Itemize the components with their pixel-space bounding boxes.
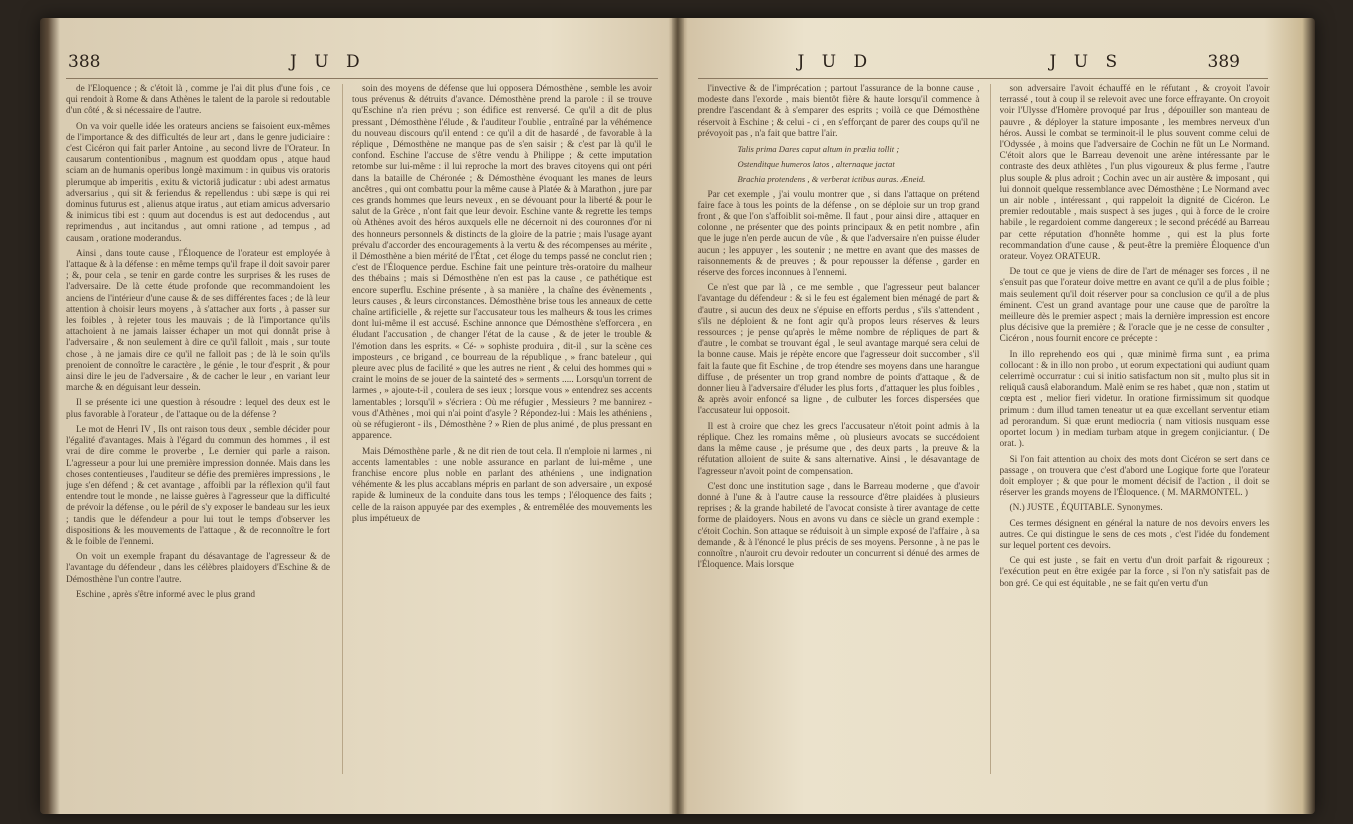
paragraph: soin des moyens de défense que lui opposera Démosthène , semble les avoir tous prévenus & détruits d'avance. Démosthène prend la parole : il se trouve qu'Eschine n'a rien prévu ; son édifice est renversé. Ce qu'il a dit de plus pressant , Démosthène l'élude , & l'auditeur l'oublie , entraîné par la véhémence du nouveau discours qu'il entend : ce qu'il a dit de hasardé , de favorable à la réplique , Démosthène ne manque pas de s'en saisir ; & c'est par là qu'il le confond. Eschine l'accuse de s'être vendu à Philippe ; & cette imputation retombe sur lui-même : il lui reproche la mort des braves citoyens qui ont péri dans la bataille de Chéronée ; & Démosthène évoquant les manes de leurs ancêtres , qui ont combattu pour la même cause à Platée & à Marathon , jure par ces grands hommes que leurs neveux , en se dévouant pour la liberté & pour le salut de la Grèce , n'ont fait que leur devoir. Eschine vante & regrette les temps où Athènes avoit des héros auxquels elle ne décernoit ni des couronnes d'or ni des honneurs personnels & distincts de la gloire de la patrie ; mais l'usage ayant prévalu d'accorder des encouragements à la vertu & des récompenses au mérite , il Démosthène a bien mérité de l'État , cet éloge du temps passé ne conclut rien ; c'est de l'Éloquence perdue. Eschine fait une peinture très-oratoire du malheur des thébains ; mais si Démosthène n'en est pas la cause , ce pathétique est encore superflu. Eschine présente , à sa manière , la chaîne des évènements , leurs causes , & leurs circonstances. Démosthène brise tous les anneaux de cette chaîne artificielle , & rejette sur l'accusateur tous les malheurs & tous les crimes dont lui-même il est accusé. Eschine annonce que Démosthène s'efforcera , en éludant l'accusation , de changer l'état de la cause , & de jeter le trouble & l'émotion dans les esprits. « Cé- » sophiste produira , dit-il , sur la scène ces imposteurs , ce brigand , ce bourreau de la république , » franc bateleur , qui pleure avec plus de facilité » que les autres ne rient , & celui des hommes qui » craint le moins de se jouer de la sainteté des » serments ..... Lorsqu'un torrent de larmes , » ajoute-t-il , coulera de ses ieux ; lorsque vous » entendrez ses accents lamentables ; lorsqu'il » s'écriera : Où me réfugier , Messieurs ? me bannirez - vous d'Athènes , moi qui n'ai point d'asyle ? Répondez-lui : Mais les athéniens , où se réfugieront - ils , Démosthène ? » Rien de plus animé , de plus pressant en apparence. — [352, 84, 652, 442]
paragraph: Brachia protendens , & verberat ictibus auras. Æneid. — [737, 174, 926, 185]
left-column-2 — [352, 84, 652, 780]
paragraph: Ostenditque humeros latos , alternaque jactat — [737, 159, 895, 170]
paragraph: l'invective & de l'imprécation ; partout l'assurance de la bonne cause , modeste dans l'exorde , mais bientôt fière & haute lorsqu'il commence à prendre l'ascendant & à s'emparer des esprits ; voilà ce que Démosthène réservoit à Eschine ; & celui - ci , en s'efforçant de parer des coups qu'il ne prévoyoit pas , n'a fait que battre l'air. — [697, 84, 980, 139]
running-head-right-col1: J U D — [797, 52, 874, 72]
header-rule-left — [66, 78, 658, 79]
paragraph: Ces termes désignent en général la nature de nos devoirs envers les autres. Ce qui distingue le sens de ces mots , c'est l'idée du fondement sur lequel portent ces devoirs. — [999, 518, 1270, 551]
paragraph: Ce n'est que par là , ce me semble , que l'agresseur peut balancer l'avantage du défendeur : & si le feu est également bien ménagé de part & d'autre , si aucun des deux ne s'épuise en efforts perdus , s'ils s'attendent , s'ils ne déploient & ne font agir qu'à propos leurs réserves & leurs ressources ; je pense qu'après le même nombre de répliques de part & d'autre , le combat se trouvant égal , le seul avantage marqué sera celui de la bonne cause. Mais je répète encore que l'agresseur doit succomber , s'il fait la faute que fit Eschine , de trop étendre ses moyens dans une harangue diffuse , de présenter un trop grand nombre de points d'attaque , & de donner lieu à l'adversaire d'éluder les plus forts , d'attaquer les plus foibles , & après avoir enfoncé sa ligne , de culbuter les forces dispersées que l'accusateur lui opposoit. — [697, 283, 980, 417]
paragraph: son adversaire l'avoit échauffé en le réfutant , & croyoit l'avoir terrassé , tout à coup il se relevoit avec une force effrayante. On croyoit voir l'Ulysse d'Homère provoqué par Irus , dépouiller son manteau de pauvre , & déployer la stature imposante , les membres nerveux d'un héros. Aussi le combat se terminoit-il le plus souvent comme celui de l'Odyssée , à moins que l'adversaire de Cochin ne fût un Le Normand. C'étoit alors que le Barreau devenoit une arène intéressante par le contraste des deux athlètes , l'un plus vigoureux & plus ferme , l'autre plus souple & plus adroit ; Cochin avec un air austère & imposant , qui lui donnoit quelque ressemblance avec Démosthène ; Le Normand avec un air noble , intéressant , qui rappeloit la dignité de Cicéron. Le premier redoutable , mais suspect à ses juges , qui à force de le croire habile , le regardoient comme dangereux ; le second précédé au Barreau par cette réputation d'honnête homme , qui est la plus forte recommandation d'une cause , & peut-être la première Éloquence d'un orateur. Voyez ORATEUR. — [999, 84, 1270, 263]
paragraph: In illo reprehendo eos qui , quæ minimè firma sunt , ea prima collocant : & in illo non probo , ut eorum expectationi qui audiunt quam celerrimè occurratur : cui si initio satisfactum non sit , multo plus sit in reliquâ causâ elaborandum. Malè enim se res habet , quæ non , statim ut cœpta est , melior fieri videtur. In oratione firmissimum sit quodque primum : dum illud tamen teneatur ut ea quæ excellant serventur etiam ad perorandum. Si quæ erunt mediocria ( nam vitiosis nusquam esse oportet locum ) in mediam turbam atque in gregem conjiciantur. ( De orat. ). — [999, 349, 1270, 450]
paragraph: C'est donc une institution sage , dans le Barreau moderne , que d'avoir donné à l'une & à l'autre cause la ressource d'être plaidées à plusieurs reprises ; & la grande habileté de l'avocat consiste à tirer avantage de cette forme de plaidoyers. Nous en avons vu dans ce siècle un grand exemple : c'étoit Cochin. Son attaque se réduisoit à un simple exposé de l'affaire , à sa demande , & à l'énoncé le plus précis de ses moyens. Personne , à ne pas le connoître , n'auroit cru devoir redouter un concurrent si dénué des armes de l'Éloquence. Mais lorsque — [697, 481, 980, 571]
left-page — [40, 18, 678, 814]
paragraph: On voit un exemple frapant du désavantage de l'agresseur & de l'avantage du défendeur , dans les célèbres plaidoyers d'Eschine & de Démosthène l'un contre l'autre. — [66, 552, 330, 585]
right-column-2 — [1000, 84, 1270, 780]
paragraph: Il se présente ici une question à résoudre : lequel des deux est le plus favorable à l'orateur , de l'attaque ou de la défense ? — [66, 398, 330, 420]
paragraph: Ainsi , dans toute cause , l'Éloquence de l'orateur est employée à l'attaque & à la défense : en même temps qu'il frape il doit savoir parer ; &, pour cela , se tenir en garde contre les surprises & les ruses de l'adversaire. De là cette étude profonde que recommandoient les anciens de l'intérieur d'une cause & de ses différentes faces ; de là leur attention à choisir leurs moyens , à s'attacher aux forts , à passer sur les foibles , à rejeter tous les mauvais ; de là l'importance qu'ils attachoient à ne jamais laisser échaper un mot qui donnât prise à l'adversaire , & non seulement à dire ce qu'il falloit , mais , sur toute chose , à ne jamais dire ce qu'il ne falloit pas ; de là le soin qu'ils prenoient de connoître le caractère , le génie , le tour d'esprit , & pour ainsi dire le jeu de l'adversaire , & de cacher le leur , en variant leur marche & en déguisant leur dessein. — [66, 248, 330, 394]
header-rule-right — [698, 78, 1268, 79]
running-head-left: J U D — [290, 52, 366, 72]
page-number-left: 388 — [68, 52, 101, 72]
paragraph: Talis prima Dares caput altum in prælia tollit ; — [737, 144, 900, 155]
page-number-right: 389 — [1207, 52, 1240, 72]
paragraph: De tout ce que je viens de dire de l'art de ménager ses forces , il ne s'ensuit pas que l'orateur doive mettre en avant ce qu'il a de plus foible ; mais seulement qu'il doit réserver pour sa conclusion ce qu'il a de plus éminent. C'est un grand avantage pour une cause que de paroître la meilleure dès le premier aspect ; mais la dernière impression est encore plus décisive que la première ; & l'oracle que je ne cesse de consulter , Cicéron , nous fournit encore ce précepte : — [999, 267, 1270, 345]
column-rule-left — [342, 84, 343, 774]
paragraph: Eschine , après s'être informé avec le plus grand — [76, 589, 256, 600]
right-column-1 — [698, 84, 980, 780]
paragraph: Il est à croire que chez les grecs l'accusateur n'étoit point admis à la réplique. Chez les romains même , où plusieurs avocats se succédoient dans la même cause , je présume que , des deux parts , la preuve & la réfutation alloient de suite & sans alternative. Ainsi , le désavantage de l'agresseur n'avoit point de compensation. — [697, 421, 980, 477]
column-rule-right — [990, 84, 991, 774]
paragraph: Mais Démosthène parle , & ne dit rien de tout cela. Il n'emploie ni larmes , ni accents lamentables : une noble assurance en parlant de lui-même , une franchise encore plus noble en parlant des athéniens , une indignation véhémente & les plus accablans mépris en parlant de son adversaire , un exposé rapide & lumineux de la conduite dans tous les temps ; l'éloquence des faits ; celle de la raison appuyée par des exemples , & entremêlée des mouvements les plus impétueux de — [352, 446, 652, 524]
paragraph: de l'Éloquence ; & c'étoit là , comme je l'ai dit plus d'une fois , ce qui rendoit à Rome & dans Athènes le talent de la parole si redoutable d'un côté , & si nécessaire de l'autre. — [66, 84, 330, 117]
right-page — [678, 18, 1316, 814]
open-book — [40, 18, 1315, 814]
paragraph: Si l'on fait attention au choix des mots dont Cicéron se sert dans ce passage , on trouvera que c'est d'abord une Logique forte que l'orateur doit employer ; & que pour le moment décisif de l'action , il doit se réserver les grands moyens de l'Éloquence. ( M. MARMONTEL. ) — [999, 454, 1270, 499]
paragraph: Le mot de Henri IV , Ils ont raison tous deux , semble décider pour l'égalité d'avantages. Mais à l'égard du commun des hommes , il est vrai de dire comme le proverbe , Le dernier qui parle a raison. L'agresseur a pour lui une première impression donnée. Mais dans les choses contentieuses , l'auditeur se défie des premières impressions , le juge s'en défend ; & cet avantage , affoibli par la réflexion qu'il faut entendre tout le monde , ne laisse guères à l'agresseur que la difficulté de prévoir la défense , ou le péril de s'y exposer le bandeau sur les ieux ; tandis que le défendeur a pour lui tout le temps d'observer les dispositions & les mouvements de l'attaque , & de reconnoître le fort & le foible de l'ennemi. — [66, 424, 330, 547]
paragraph: Par cet exemple , j'ai voulu montrer que , si dans l'attaque on prétend faire face à tous les points de la défense , on se déploie sur un trop grand front , & que l'on s'affoiblit soi-même. Il faut , pour ainsi dire , attaquer en colonne , ne présenter que des points principaux & en petit nombre , afin que le juge n'en perde aucun de vûe , & que l'adversaire n'en puisse éluder aucun ; les appuyer , les soutenir ; ne mettre en avant que des masses de raisonnements & de preuves ; & pour repousser la défense , garder en réserve des forces inconnues à l'ennemi. — [697, 189, 980, 279]
paragraph: Ce qui est juste , se fait en vertu d'un droit parfait & rigoureux ; l'exécution peut en être exigée par la force , si l'on n'y satisfait pas de bon gré. Ce qui est équitable , ne se fait qu'en vertu d'un — [999, 556, 1270, 589]
paragraph: (N.) JUSTE , ÉQUITABLE. Synonymes. — [1009, 503, 1163, 514]
running-head-right-col2: J U S — [1049, 52, 1124, 72]
paragraph: On va voir quelle idée les orateurs anciens se faisoient eux-mêmes de l'importance & des difficultés de leur art , dans le genre judiciaire : c'est Cicéron qui fait parler Antoine , au second livre de l'Orateur. In causarum contentionibus , magnum est quoddam opus , atque haud sciam an de humanis operibus longè maximum : in quibus vis oratoris plerumque ab imperitis , exitu & victoriâ judicatur : ubi adest armatus adversarius , qui sit & feriendus & repellendus : ubi sæpe is qui rei dominus futurus est , alienus atque iratus , aut etiam amicus adversario & inimicus tibi est : quum aut docendus is est aut dedocendus , aut reprimendus , aut incitandus , aut omni ratione , ad tempus , ad causam , oratione moderandus. — [66, 121, 330, 244]
left-column-1 — [66, 84, 330, 780]
